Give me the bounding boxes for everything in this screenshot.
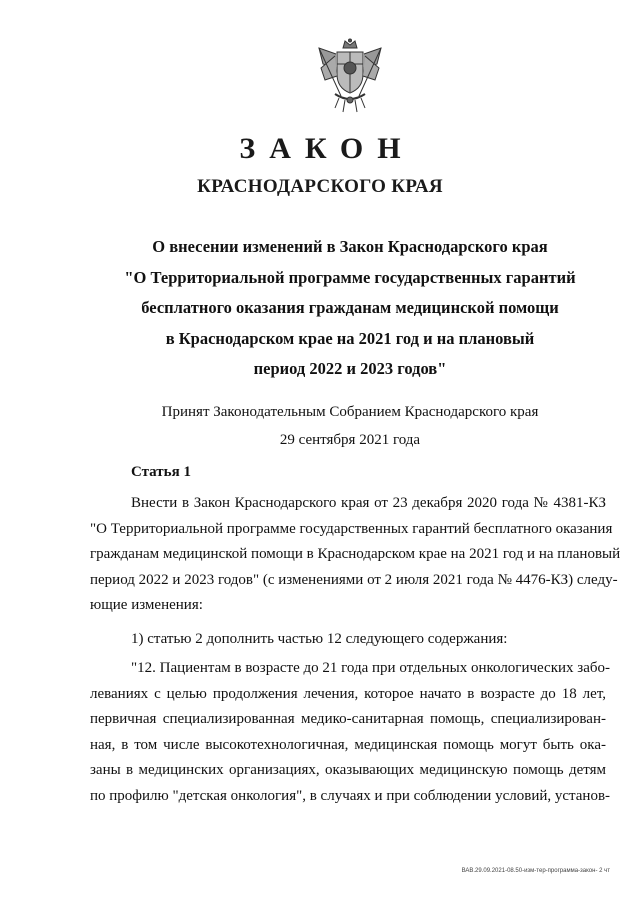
footer-stamp: ВАВ.29.09.2021-08.50-изм-тер-программа-закон- 2 чт	[461, 868, 610, 874]
adoption-date: 29 сентября 2021 года	[279, 432, 421, 448]
paragraph-line: "О Территориальной программе государственных гарантий бесплатного оказания	[90, 520, 613, 537]
law-title: ЗАКОН	[239, 132, 415, 165]
paragraph-line: ющие изменения:	[90, 597, 203, 613]
article-heading: Статья 1	[131, 464, 191, 480]
adoption-body: Принят Законодательным Собранием Краснодарского края	[161, 404, 539, 420]
paragraph-line: Внести в Закон Краснодарского края от 23 декабря 2020 года № 4381-КЗ	[131, 495, 606, 511]
title-line: "О Территориальной программе государственных гарантий	[124, 267, 576, 287]
quote-line: ная, в том числе высокотехнологичная, медицинская помощь могут быть ока-	[90, 736, 606, 753]
region-title: КРАСНОДАРСКОГО КРАЯ	[197, 176, 443, 197]
item-line: 1) статью 2 дополнить частью 12 следующего содержания:	[131, 631, 508, 647]
quote-line: заны в медицинских организациях, оказывающих медицинскую помощь детям	[90, 762, 606, 778]
adoption-info	[90, 398, 610, 454]
article-item	[90, 627, 606, 653]
quoted-text	[90, 656, 611, 809]
article-paragraph	[90, 491, 621, 619]
title-line: в Краснодарском крае на 2021 год и на плановый	[165, 328, 535, 348]
quote-line: по профилю "детская онкология", в случаях и при соблюдении условий, установ-	[90, 787, 611, 804]
title-line: О внесении изменений в Закон Краснодарского края	[152, 237, 548, 256]
krasnodar-coat-of-arms-icon	[315, 38, 385, 114]
title-line: период 2022 и 2023 годов"	[253, 359, 447, 378]
title-line: бесплатного оказания гражданам медицинской помощи	[141, 298, 559, 317]
paragraph-line: гражданам медицинской помощи в Краснодарском крае на 2021 год и на плановый	[90, 546, 621, 562]
quote-line: леваниях с целью продолжения лечения, которое начато в возрасте до 18 лет,	[90, 685, 606, 702]
paragraph-line: период 2022 и 2023 годов" (с изменениями от 2 июля 2021 года № 4476-КЗ) следу-	[90, 571, 618, 588]
quote-line: первичная специализированная медико-санитарная помощь, специализирован-	[90, 711, 606, 727]
quote-line: "12. Пациентам в возрасте до 21 года при отдельных онкологических забо-	[131, 660, 610, 676]
document-title	[90, 232, 610, 385]
